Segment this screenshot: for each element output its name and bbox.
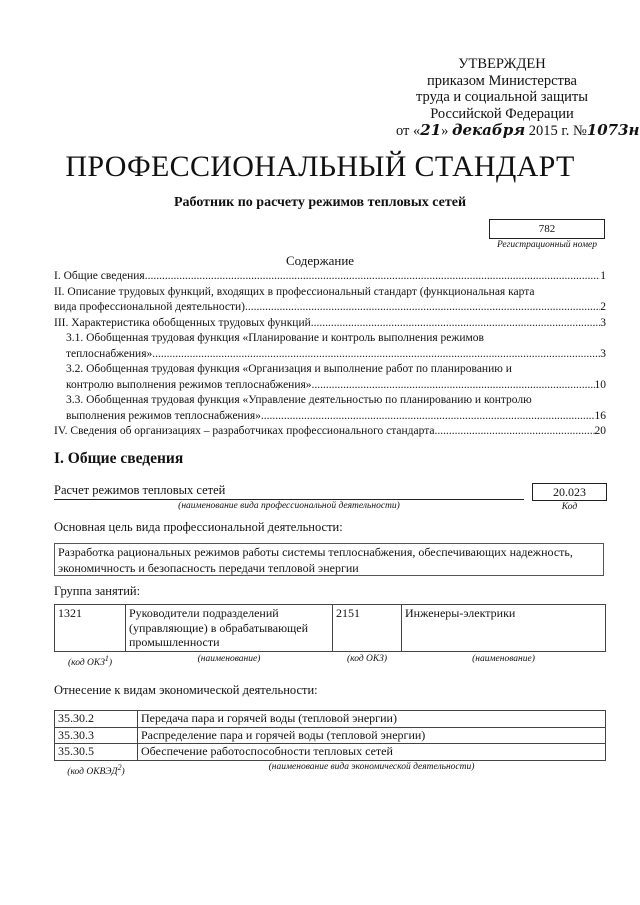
caption-cell: (наименование вида экономической деятельности) (268, 761, 475, 772)
date-prefix: от « (396, 123, 421, 139)
toc-item[interactable] (54, 316, 606, 332)
okz-name-cell: Руководители подразделений (управляющие) в обрабатывающей промышленности (126, 605, 333, 652)
toc-item-page: 1 (600, 270, 606, 282)
table-row (55, 744, 606, 761)
economic-activity-label: Отнесение к видам экономической деятельности: (54, 683, 318, 697)
activity-code-box: 20.023 (532, 483, 607, 501)
toc-item[interactable] (54, 269, 606, 285)
toc-leader (261, 409, 595, 425)
toc-leader (152, 347, 600, 363)
toc-item-text: IV. Сведения об организациях – разработчиках профессионального стандарта (54, 425, 435, 437)
toc-item-page: 3 (600, 316, 606, 329)
toc-item-page: 16 (594, 409, 606, 422)
toc-item-text-cont: вида профессиональной деятельности) (54, 301, 245, 313)
document-title: ПРОФЕССИОНАЛЬНЫЙ СТАНДАРТ (65, 150, 575, 183)
footnote-mark[interactable]: 2 (117, 762, 122, 772)
okved-code-cell: 35.30.2 (55, 711, 138, 728)
approval-line: труда и социальной защиты (416, 89, 588, 105)
table-caption-row (55, 652, 606, 671)
toc-leader (245, 300, 600, 316)
toc-item-text: 3.3. Обобщенная трудовая функция «Управление деятельностью по планированию и контролю (66, 394, 532, 406)
caption-cell (55, 760, 138, 779)
toc-item[interactable] (54, 393, 606, 424)
approval-line: УТВЕРЖДЕН (458, 56, 546, 72)
toc-item-text: 3.1. Обобщенная трудовая функция «Планирование и контроль выполнения режимов (66, 332, 484, 344)
table-row (55, 711, 606, 728)
handwritten-month: декабря (452, 121, 526, 139)
date-mid: » (441, 123, 453, 139)
approval-line: приказом Министерства (427, 72, 577, 89)
activity-name-field: Расчет режимов тепловых сетей (54, 483, 524, 500)
toc-leader (311, 316, 600, 332)
table-row (55, 727, 606, 744)
registration-number-label: Регистрационный номер (496, 240, 598, 250)
toc-item-page: 2 (600, 301, 606, 313)
toc-item[interactable] (54, 285, 606, 316)
toc-item-page: 10 (594, 378, 606, 391)
caption-cell: (код ОКЗ) (346, 654, 388, 664)
activity-name-caption: (наименование вида профессиональной деятельности) (178, 501, 400, 511)
registration-number-box: 782 (489, 219, 605, 239)
section-heading: I. Общие сведения (54, 450, 184, 467)
toc-item-text: III. Характеристика обобщенных трудовых функций (54, 316, 311, 329)
toc-item[interactable] (54, 331, 606, 362)
table-of-contents (54, 269, 606, 440)
toc-item-page: 3 (600, 347, 606, 360)
okved-name-cell: Передача пара и горячей воды (тепловой энергии) (138, 711, 606, 728)
toc-leader (145, 269, 601, 285)
toc-leader (312, 378, 595, 394)
caption-text: (код ОКВЭД (67, 766, 118, 777)
caption-text: ) (121, 766, 125, 777)
activity-code-caption: Код (561, 502, 578, 512)
okz-code-cell: 2151 (333, 605, 402, 652)
toc-heading: Содержание (285, 253, 355, 268)
toc-item-text-cont: выполнения режимов теплоснабжения» (66, 409, 261, 422)
approval-line: Российской Федерации (430, 105, 574, 122)
okved-code-cell: 35.30.5 (55, 744, 138, 761)
approval-date-line (392, 121, 640, 140)
table-row (55, 605, 606, 652)
caption-text: (код ОКЗ (67, 658, 105, 669)
toc-item[interactable] (54, 424, 606, 440)
toc-item-text: II. Описание трудовых функций, входящих в профессиональный стандарт (функциональная карта (54, 285, 535, 298)
caption-cell: (наименование) (472, 654, 535, 664)
okved-code-cell: 35.30.3 (55, 727, 138, 744)
goal-box: Разработка рациональных режимов работы системы теплоснабжения, обеспечивающих надежность, экономичность и безопасность передачи тепловой энергии (54, 543, 604, 576)
handwritten-day: 21 (420, 121, 442, 139)
toc-item-page: 20 (594, 425, 606, 437)
okved-table (54, 710, 606, 779)
toc-leader (435, 424, 595, 440)
toc-item-text: I. Общие сведения (54, 270, 145, 282)
approval-block (392, 56, 640, 140)
caption-text: ) (108, 658, 113, 669)
document-subtitle: Работник по расчету режимов тепловых сетей (173, 195, 467, 210)
footnote-mark[interactable]: 1 (104, 654, 109, 663)
okz-code-cell: 1321 (55, 605, 126, 652)
caption-cell: (наименование) (197, 654, 261, 664)
toc-item-text-cont: теплоснабжения» (66, 347, 153, 360)
okved-name-cell: Распределение пара и горячей воды (тепловой энергии) (138, 727, 606, 744)
occupation-group-label: Группа занятий: (54, 584, 141, 598)
toc-item-text-cont: контролю выполнения режимов теплоснабжения» (66, 378, 312, 391)
date-year: 2015 г. № (525, 123, 587, 139)
table-caption-row (55, 760, 606, 779)
goal-label: Основная цель вида профессиональной деятельности: (54, 520, 343, 534)
toc-item[interactable] (54, 362, 606, 393)
handwritten-number: 1073н (586, 121, 640, 139)
okz-name-cell: Инженеры-электрики (402, 605, 606, 652)
caption-cell (55, 652, 126, 671)
toc-item-text: 3.2. Обобщенная трудовая функция «Организация и выполнение работ по планированию и (66, 363, 512, 375)
occupation-group-table (54, 604, 606, 671)
okved-name-cell: Обеспечение работоспособности тепловых сетей (138, 744, 606, 761)
